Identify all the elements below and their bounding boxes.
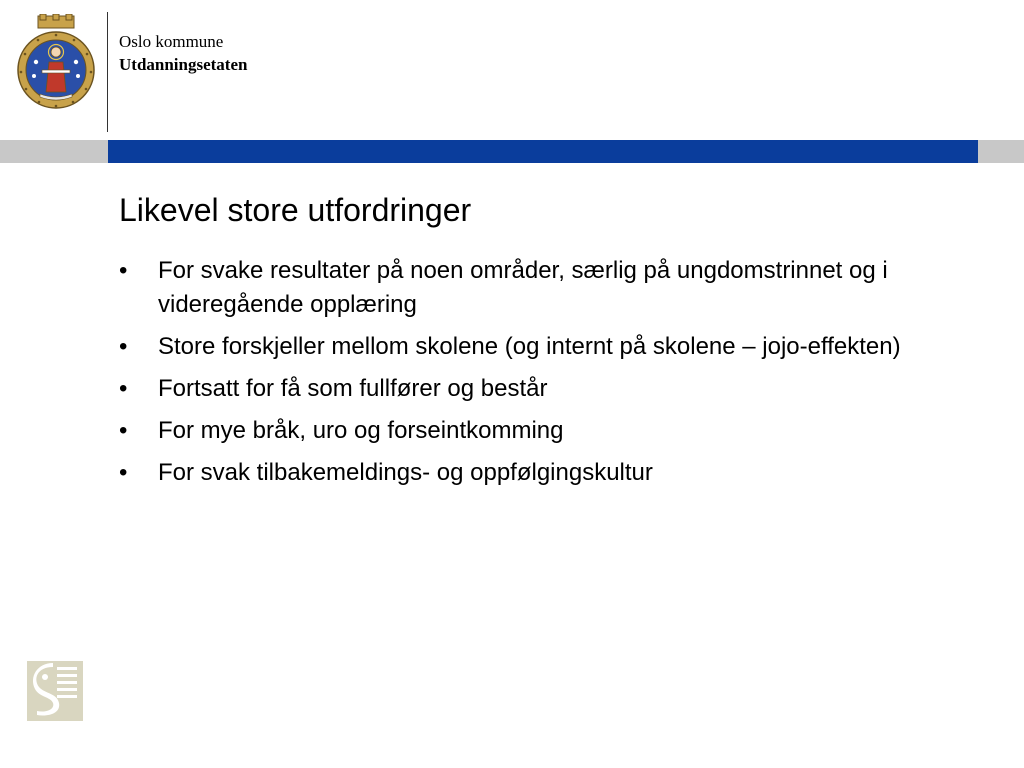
bullet-icon: •	[119, 375, 128, 402]
list-item-text: Store forskjeller mellom skolene (og internt på skolene – jojo-effekten)	[158, 333, 901, 360]
bullet-icon: •	[119, 333, 128, 360]
list-item-text: For svak tilbakemeldings- og oppfølgingskultur	[158, 459, 653, 486]
oslo-kommune-logo-icon	[27, 661, 83, 721]
list-item	[119, 456, 949, 490]
oslo-city-crest-icon	[16, 14, 96, 114]
bullet-icon: •	[119, 417, 128, 444]
slide-header	[0, 0, 1024, 140]
header-divider	[107, 12, 108, 132]
bullet-icon: •	[119, 257, 128, 284]
bullet-list	[119, 254, 949, 498]
header-band	[0, 140, 1024, 163]
list-item	[119, 254, 949, 322]
department-name: Utdanningsetaten	[119, 55, 248, 74]
list-item	[119, 414, 949, 448]
header-band-blue	[108, 140, 978, 163]
list-item-text: For svake resultater på noen områder, særlig på ungdomstrinnet og i videregående opplæring	[158, 257, 888, 318]
list-item	[119, 372, 949, 406]
list-item-text: For mye bråk, uro og forseintkomming	[158, 417, 564, 444]
org-name: Oslo kommune	[119, 32, 224, 51]
slide-title: Likevel store utfordringer	[119, 192, 472, 228]
list-item	[119, 330, 949, 364]
bullet-icon: •	[119, 459, 128, 486]
organization-block	[119, 30, 247, 76]
list-item-text: Fortsatt for få som fullfører og består	[158, 375, 548, 402]
